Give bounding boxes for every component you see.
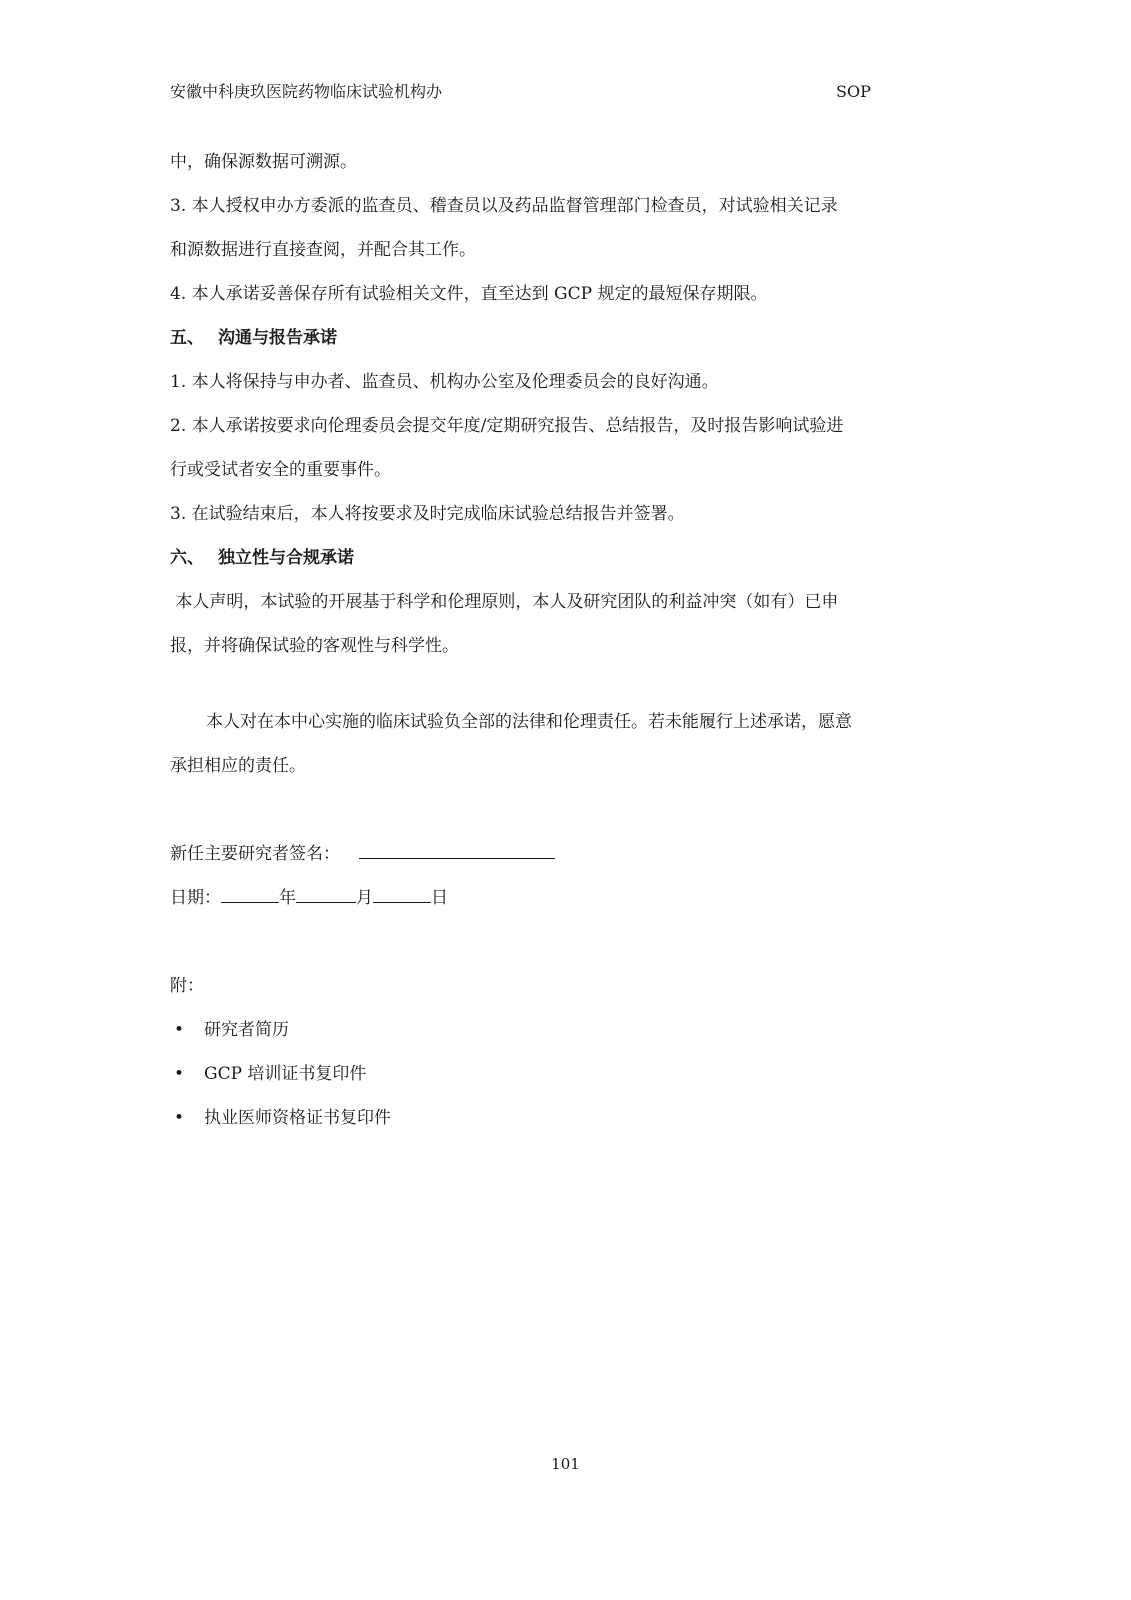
list-item	[170, 1052, 945, 1096]
header-doc-type: SOP	[836, 82, 871, 101]
list-item: 3. 在试验结束后，本人将按要求及时完成临床试验总结报告并签署。	[170, 504, 685, 524]
page-number: 101	[551, 1455, 580, 1473]
date-month-label: 月	[356, 888, 373, 908]
text-line: 4. 本人承诺妥善保存所有试验相关文件，直至达到 GCP 规定的最短保存期限。	[170, 284, 768, 304]
bullet-icon: •	[174, 1108, 185, 1128]
bullet-icon: •	[174, 1020, 185, 1040]
signature-label: 新任主要研究者签名：	[170, 844, 340, 864]
attachment-item: 研究者简历	[204, 1020, 289, 1040]
list-item-cont: 行或受试者安全的重要事件。	[170, 460, 391, 480]
date-row	[170, 876, 945, 920]
list-item: 2. 本人承诺按要求向伦理委员会提交年度/定期研究报告、总结报告，及时报告影响试验进	[170, 416, 844, 436]
date-label: 日期：	[170, 888, 221, 908]
header-org: 安徽中科庚玖医院药物临床试验机构办	[170, 82, 443, 101]
list-item	[170, 1096, 945, 1140]
text-line: 和源数据进行直接查阅，并配合其工作。	[170, 240, 476, 260]
text-line: 3. 本人授权申办方委派的监查员、稽查员以及药品监督管理部门检查员，对试验相关记录	[170, 196, 838, 216]
list-item: 1. 本人将保持与申办者、监查员、机构办公室及伦理委员会的良好沟通。	[170, 372, 719, 392]
date-month-line[interactable]	[296, 884, 356, 903]
attachment-item: GCP 培训证书复印件	[204, 1064, 367, 1084]
section-title: 独立性与合规承诺	[218, 548, 354, 568]
attachments-label: 附：	[170, 976, 204, 996]
date-day-line[interactable]	[373, 884, 431, 903]
signature-line[interactable]	[359, 840, 555, 859]
section-number: 六、	[170, 548, 204, 568]
date-year-label: 年	[279, 888, 296, 908]
list-item	[170, 1008, 945, 1052]
paragraph-line: 报，并将确保试验的客观性与科学性。	[170, 636, 459, 656]
responsibility-line: 本人对在本中心实施的临床试验负全部的法律和伦理责任。若未能履行上述承诺，愿意	[206, 712, 852, 732]
text-line: 中，确保源数据可溯源。	[170, 152, 357, 172]
responsibility-line: 承担相应的责任。	[170, 756, 306, 776]
date-year-line[interactable]	[221, 884, 279, 903]
signature-row	[170, 832, 945, 876]
section-number: 五、	[170, 328, 204, 348]
attachment-item: 执业医师资格证书复印件	[204, 1108, 391, 1128]
date-day-label: 日	[431, 888, 448, 908]
bullet-icon: •	[174, 1064, 185, 1084]
section-heading-5	[170, 316, 945, 360]
section-title: 沟通与报告承诺	[218, 328, 337, 348]
paragraph-line: 本人声明，本试验的开展基于科学和伦理原则，本人及研究团队的利益冲突（如有）已申	[170, 592, 839, 612]
section-heading-6	[170, 536, 945, 580]
